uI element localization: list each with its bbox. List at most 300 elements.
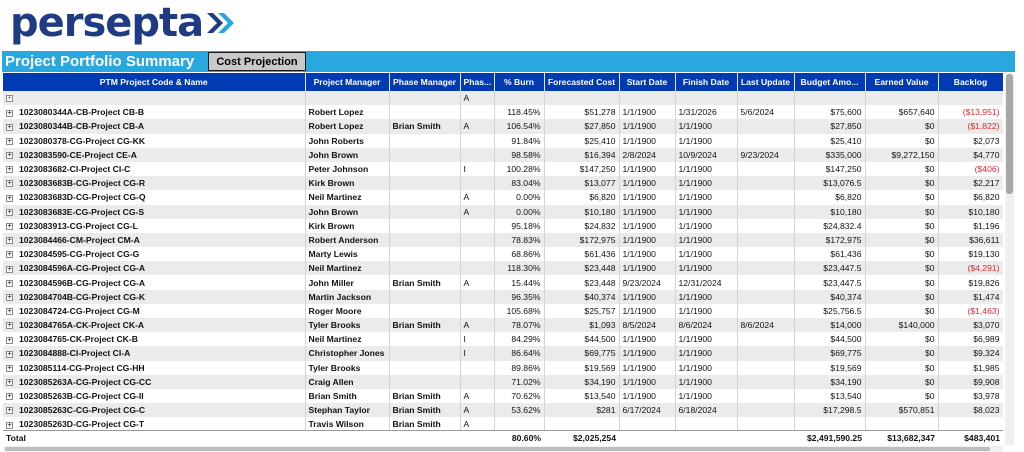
row-cell: Kirk Brown <box>305 176 389 190</box>
project-name: 1023080344A-CB-Project CB-B <box>19 107 145 118</box>
row-cell: Brian Smith <box>389 119 460 133</box>
row-cell: 1/1/1900 <box>619 162 675 176</box>
column-header[interactable]: Phas... <box>460 73 494 91</box>
row-cell: 118.45% <box>494 105 544 119</box>
row-cell <box>737 247 794 261</box>
row-cell: 1/1/1900 <box>619 190 675 204</box>
column-header[interactable]: Backlog <box>938 73 1003 91</box>
row-cell: John Brown <box>305 205 389 219</box>
row-cell <box>544 91 619 105</box>
row-cell: John Miller <box>305 275 389 289</box>
row-cell: $23,447.5 <box>794 275 865 289</box>
horizontal-scrollbar[interactable] <box>3 446 1003 452</box>
total-budget: $2,491,590.25 <box>794 431 865 445</box>
row-cell <box>494 91 544 105</box>
row-cell: $23,447.5 <box>794 261 865 275</box>
persepta-logo <box>10 0 235 46</box>
project-grid <box>3 73 1003 432</box>
row-cell: $335,000 <box>794 148 865 162</box>
row-cell <box>460 375 494 389</box>
row-cell <box>460 233 494 247</box>
total-row <box>3 430 1003 446</box>
row-cell: $27,850 <box>544 119 619 133</box>
row-cell <box>460 261 494 275</box>
row-cell: $4,770 <box>938 148 1003 162</box>
project-name: 1023084888-CI-Project CI-A <box>19 348 131 359</box>
header-row <box>3 73 1003 91</box>
row-cell: Christopher Jones <box>305 346 389 360</box>
row-cell: 1/1/1900 <box>675 162 737 176</box>
row-cell <box>3 389 305 403</box>
row-cell: $147,250 <box>794 162 865 176</box>
row-cell: 15.44% <box>494 275 544 289</box>
row-cell: ($13,951) <box>938 105 1003 119</box>
row-cell <box>389 332 460 346</box>
row-cell <box>3 403 305 417</box>
table-row[interactable] <box>3 91 1003 105</box>
scroll-thumb[interactable] <box>5 447 990 451</box>
expand-icon[interactable]: + <box>7 237 12 245</box>
row-cell: $51,278 <box>544 105 619 119</box>
expand-icon[interactable]: + <box>7 223 12 231</box>
table-row[interactable] <box>3 389 1003 403</box>
row-cell <box>737 219 794 233</box>
row-cell <box>3 290 305 304</box>
row-cell <box>619 91 675 105</box>
row-cell: 6/18/2024 <box>675 403 737 417</box>
row-cell <box>737 205 794 219</box>
row-cell <box>389 91 460 105</box>
table-row[interactable] <box>3 332 1003 346</box>
project-name: 1023084466-CM-Project CM-A <box>19 234 140 245</box>
row-cell <box>737 290 794 304</box>
row-cell: A <box>460 119 494 133</box>
row-cell: 12/31/2024 <box>675 275 737 289</box>
row-cell: $10,180 <box>794 205 865 219</box>
row-cell: 1/1/1900 <box>619 375 675 389</box>
project-name: 1023085263D-CG-Project CG-T <box>19 419 145 430</box>
row-cell: Stephan Taylor <box>305 403 389 417</box>
column-header[interactable]: Phase Manager <box>389 73 460 91</box>
row-cell: $570,851 <box>865 403 938 417</box>
row-cell <box>389 361 460 375</box>
row-cell: $34,190 <box>544 375 619 389</box>
row-cell: $25,757 <box>544 304 619 318</box>
row-cell <box>737 375 794 389</box>
project-name: 1023083683D-CG-Project CG-Q <box>19 192 146 203</box>
row-cell: $0 <box>865 119 938 133</box>
table-row[interactable] <box>3 134 1003 148</box>
row-cell: 86.64% <box>494 346 544 360</box>
row-cell: Brian Smith <box>389 275 460 289</box>
project-name: 1023084596A-CG-Project CG-A <box>19 263 146 274</box>
row-cell: $0 <box>865 219 938 233</box>
row-cell <box>737 346 794 360</box>
row-cell <box>737 176 794 190</box>
row-cell <box>865 91 938 105</box>
project-name: 1023084765A-CK-Project CK-A <box>19 320 145 331</box>
row-cell: Craig Allen <box>305 375 389 389</box>
expand-icon[interactable]: + <box>7 180 12 188</box>
column-header[interactable]: Finish Date <box>675 73 737 91</box>
row-cell: 1/1/1900 <box>619 219 675 233</box>
row-cell: 1/1/1900 <box>619 290 675 304</box>
table-row[interactable] <box>3 304 1003 318</box>
row-cell: Robert Anderson <box>305 233 389 247</box>
row-cell: $27,850 <box>794 119 865 133</box>
expand-icon[interactable]: + <box>7 265 12 273</box>
expand-icon[interactable]: + <box>7 421 12 429</box>
row-cell: 78.07% <box>494 318 544 332</box>
row-cell: 89.86% <box>494 361 544 375</box>
row-cell: Kirk Brown <box>305 219 389 233</box>
row-cell: 106.54% <box>494 119 544 133</box>
column-header[interactable]: % Burn <box>494 73 544 91</box>
row-cell <box>460 148 494 162</box>
row-cell: $13,540 <box>544 389 619 403</box>
row-cell: $13,076.5 <box>794 176 865 190</box>
row-cell: $24,832.4 <box>794 219 865 233</box>
expand-icon[interactable]: + <box>7 293 12 301</box>
row-cell: 1/1/1900 <box>619 105 675 119</box>
row-cell: $19,826 <box>938 275 1003 289</box>
row-cell: $0 <box>865 375 938 389</box>
row-cell: A <box>460 205 494 219</box>
row-cell <box>3 91 305 105</box>
row-cell: Brian Smith <box>389 389 460 403</box>
table-row[interactable] <box>3 176 1003 190</box>
table-row[interactable] <box>3 105 1003 119</box>
project-name: 1023085114-CG-Project CG-HH <box>19 362 145 373</box>
row-cell: $19,569 <box>544 361 619 375</box>
row-cell: $0 <box>865 247 938 261</box>
row-cell <box>3 247 305 261</box>
table-row[interactable] <box>3 361 1003 375</box>
row-cell: 78.83% <box>494 233 544 247</box>
vertical-scrollbar[interactable] <box>1005 73 1014 445</box>
row-cell: $0 <box>865 304 938 318</box>
row-cell: $34,190 <box>794 375 865 389</box>
row-cell: $19,569 <box>794 361 865 375</box>
row-cell: 1/1/1900 <box>675 134 737 148</box>
row-cell: 1/1/1900 <box>675 304 737 318</box>
row-cell: Martin Jackson <box>305 290 389 304</box>
row-cell: 1/1/1900 <box>675 290 737 304</box>
table-row[interactable] <box>3 148 1003 162</box>
row-cell: $6,820 <box>794 190 865 204</box>
row-cell: Marty Lewis <box>305 247 389 261</box>
expand-icon[interactable]: + <box>7 208 12 216</box>
project-name: 1023085263C-CG-Project CG-C <box>19 405 146 416</box>
row-cell: $0 <box>865 190 938 204</box>
expand-icon[interactable]: + <box>7 137 12 145</box>
row-cell: 5/6/2024 <box>737 105 794 119</box>
table-row[interactable] <box>3 261 1003 275</box>
row-cell <box>460 247 494 261</box>
row-cell <box>305 91 389 105</box>
row-cell <box>737 119 794 133</box>
row-cell: $2,073 <box>938 134 1003 148</box>
row-cell <box>460 134 494 148</box>
row-cell <box>3 332 305 346</box>
row-cell <box>389 247 460 261</box>
row-cell: 1/1/1900 <box>675 389 737 403</box>
table-row[interactable] <box>3 162 1003 176</box>
row-cell <box>460 219 494 233</box>
row-cell: ($1,463) <box>938 304 1003 318</box>
row-cell <box>3 346 305 360</box>
row-cell: A <box>460 275 494 289</box>
row-cell: $25,756.5 <box>794 304 865 318</box>
row-cell: 10/9/2024 <box>675 148 737 162</box>
row-cell: 1/1/1900 <box>675 219 737 233</box>
row-cell <box>675 91 737 105</box>
row-cell: 1/1/1900 <box>675 119 737 133</box>
row-cell: A <box>460 403 494 417</box>
row-cell: Neil Martinez <box>305 261 389 275</box>
row-cell: $40,374 <box>794 290 865 304</box>
table-row[interactable] <box>3 290 1003 304</box>
table-row[interactable] <box>3 375 1003 389</box>
row-cell: $9,272,150 <box>865 148 938 162</box>
project-name: 1023084724-CG-Project CG-M <box>19 305 140 316</box>
row-cell: $0 <box>865 205 938 219</box>
row-cell: $23,448 <box>544 261 619 275</box>
table-row[interactable] <box>3 219 1003 233</box>
row-cell: Brian Smith <box>389 318 460 332</box>
row-cell: 1/1/1900 <box>675 190 737 204</box>
row-cell: 1/1/1900 <box>619 205 675 219</box>
row-cell: ($4,291) <box>938 261 1003 275</box>
row-cell <box>3 361 305 375</box>
row-cell: I <box>460 346 494 360</box>
row-cell: $44,500 <box>794 332 865 346</box>
row-cell <box>737 233 794 247</box>
row-cell: $281 <box>544 403 619 417</box>
row-cell: 1/31/2026 <box>675 105 737 119</box>
row-cell: Brian Smith <box>305 389 389 403</box>
column-header[interactable]: PTM Project Code & Name <box>3 73 305 91</box>
row-cell <box>389 148 460 162</box>
row-cell: 1/1/1900 <box>619 134 675 148</box>
column-header[interactable]: Project Manager <box>305 73 389 91</box>
cost-projection-button[interactable]: Cost Projection <box>208 52 306 71</box>
row-cell: 1/1/1900 <box>675 247 737 261</box>
expand-icon[interactable]: + <box>7 194 12 202</box>
row-cell: $3,978 <box>938 389 1003 403</box>
row-cell: $657,640 <box>865 105 938 119</box>
row-cell: 53.62% <box>494 403 544 417</box>
column-header[interactable]: Budget Amo... <box>794 73 865 91</box>
row-cell <box>3 190 305 204</box>
project-name: 1023083683B-CG-Project CG-R <box>19 178 146 189</box>
row-cell: $2,217 <box>938 176 1003 190</box>
table-row[interactable] <box>3 190 1003 204</box>
expand-icon[interactable]: + <box>7 109 12 117</box>
project-name: 1023084704B-CG-Project CG-K <box>19 291 146 302</box>
row-cell: A <box>460 190 494 204</box>
row-cell: A <box>460 318 494 332</box>
project-name: 1023084596B-CG-Project CG-A <box>19 277 146 288</box>
row-cell: $25,410 <box>544 134 619 148</box>
row-cell <box>737 361 794 375</box>
expand-icon[interactable]: + <box>7 322 12 330</box>
row-cell <box>460 176 494 190</box>
row-cell: Brian Smith <box>389 417 460 431</box>
expand-icon[interactable]: + <box>7 251 12 259</box>
row-cell: Brian Smith <box>389 403 460 417</box>
row-cell <box>794 91 865 105</box>
row-cell: Neil Martinez <box>305 332 389 346</box>
row-cell <box>389 233 460 247</box>
row-cell: $69,775 <box>794 346 865 360</box>
column-header[interactable]: Start Date <box>619 73 675 91</box>
brand-name: persepta <box>10 0 204 46</box>
expand-icon[interactable]: + <box>7 379 12 387</box>
row-cell <box>3 205 305 219</box>
row-cell: ($1,822) <box>938 119 1003 133</box>
row-cell: 1/1/1900 <box>675 261 737 275</box>
row-cell <box>938 91 1003 105</box>
row-cell: $0 <box>865 261 938 275</box>
row-cell <box>460 105 494 119</box>
row-cell <box>3 219 305 233</box>
row-cell: 100.28% <box>494 162 544 176</box>
row-cell: I <box>460 332 494 346</box>
expand-icon[interactable]: + <box>7 364 12 372</box>
total-earned-value: $13,682,347 <box>865 431 938 445</box>
project-name: 1023085263B-CG-Project CG-II <box>19 391 144 402</box>
row-cell: $8,023 <box>938 403 1003 417</box>
row-cell: $61,436 <box>544 247 619 261</box>
expand-icon[interactable]: + <box>7 152 12 160</box>
row-cell <box>389 219 460 233</box>
row-cell <box>460 361 494 375</box>
column-header[interactable]: Forecasted Cost <box>544 73 619 91</box>
row-cell: $1,093 <box>544 318 619 332</box>
table-row[interactable] <box>3 247 1003 261</box>
row-cell <box>737 190 794 204</box>
row-cell: Peter Johnson <box>305 162 389 176</box>
row-cell: 1/1/1900 <box>675 233 737 247</box>
row-cell: 1/1/1900 <box>619 389 675 403</box>
project-name: 1023080378-CG-Project CG-KK <box>19 135 146 146</box>
row-cell: $13,540 <box>794 389 865 403</box>
row-cell: $40,374 <box>544 290 619 304</box>
row-cell: 96.35% <box>494 290 544 304</box>
row-cell: I <box>460 162 494 176</box>
row-cell: $36,611 <box>938 233 1003 247</box>
expand-icon[interactable]: + <box>7 308 12 316</box>
row-cell: $0 <box>865 275 938 289</box>
row-cell: $0 <box>865 332 938 346</box>
scroll-thumb[interactable] <box>1006 74 1013 194</box>
row-cell: ($406) <box>938 162 1003 176</box>
column-header[interactable]: Last Update <box>737 73 794 91</box>
row-cell: 70.62% <box>494 389 544 403</box>
row-cell: 83.04% <box>494 176 544 190</box>
row-cell: 1/1/1900 <box>675 346 737 360</box>
row-cell: $3,070 <box>938 318 1003 332</box>
row-cell <box>3 119 305 133</box>
table-row[interactable] <box>3 233 1003 247</box>
expand-icon[interactable]: + <box>7 336 12 344</box>
row-cell: Tyler Brooks <box>305 318 389 332</box>
row-cell: $0 <box>865 162 938 176</box>
table-row[interactable] <box>3 119 1003 133</box>
row-cell: $44,500 <box>544 332 619 346</box>
row-cell: 2/8/2024 <box>619 148 675 162</box>
row-cell: 95.18% <box>494 219 544 233</box>
row-cell: 1/1/1900 <box>619 247 675 261</box>
total-backlog: $483,401 <box>938 431 1003 445</box>
row-cell: $19,130 <box>938 247 1003 261</box>
row-cell: 1/1/1900 <box>675 332 737 346</box>
row-cell: $0 <box>865 290 938 304</box>
row-cell: Neil Martinez <box>305 190 389 204</box>
table-row[interactable] <box>3 346 1003 360</box>
expand-icon[interactable]: + <box>7 279 12 287</box>
row-cell: $0 <box>865 389 938 403</box>
row-cell <box>3 275 305 289</box>
row-cell: $1,474 <box>938 290 1003 304</box>
expand-icon[interactable]: + <box>7 350 12 358</box>
row-cell: 105.68% <box>494 304 544 318</box>
expand-icon[interactable]: + <box>7 393 12 401</box>
table-row[interactable] <box>3 403 1003 417</box>
row-cell <box>737 261 794 275</box>
row-cell: Tyler Brooks <box>305 361 389 375</box>
table-row[interactable] <box>3 318 1003 332</box>
row-cell: $140,000 <box>865 318 938 332</box>
row-cell <box>737 304 794 318</box>
row-cell: Robert Lopez <box>305 119 389 133</box>
expand-icon[interactable]: + <box>7 123 12 131</box>
row-cell: 1/1/1900 <box>619 261 675 275</box>
row-cell: $13,077 <box>544 176 619 190</box>
expand-icon[interactable]: + <box>7 95 12 103</box>
expand-icon[interactable]: + <box>7 166 12 174</box>
row-cell <box>389 205 460 219</box>
project-table <box>3 73 1003 445</box>
row-cell: $172,975 <box>794 233 865 247</box>
row-cell <box>389 190 460 204</box>
row-cell <box>389 290 460 304</box>
row-cell: $172,975 <box>544 233 619 247</box>
row-cell <box>389 176 460 190</box>
row-cell: 8/6/2024 <box>737 318 794 332</box>
row-cell: 8/6/2024 <box>675 318 737 332</box>
row-cell <box>389 346 460 360</box>
row-cell: 9/23/2024 <box>619 275 675 289</box>
row-cell: A <box>460 389 494 403</box>
table-row[interactable] <box>3 275 1003 289</box>
row-cell: 1/1/1900 <box>675 176 737 190</box>
expand-icon[interactable]: + <box>7 407 12 415</box>
row-cell: $1,985 <box>938 361 1003 375</box>
row-cell: $147,250 <box>544 162 619 176</box>
column-header[interactable]: Earned Value <box>865 73 938 91</box>
total-forecasted-cost: $2,025,254 <box>544 431 619 445</box>
row-cell <box>389 105 460 119</box>
table-row[interactable] <box>3 205 1003 219</box>
row-cell: $9,324 <box>938 346 1003 360</box>
row-cell <box>737 332 794 346</box>
row-cell: $75,600 <box>794 105 865 119</box>
project-name: 1023084595-CG-Project CG-G <box>19 249 140 260</box>
table-body <box>3 91 1003 432</box>
row-cell: $6,820 <box>544 190 619 204</box>
